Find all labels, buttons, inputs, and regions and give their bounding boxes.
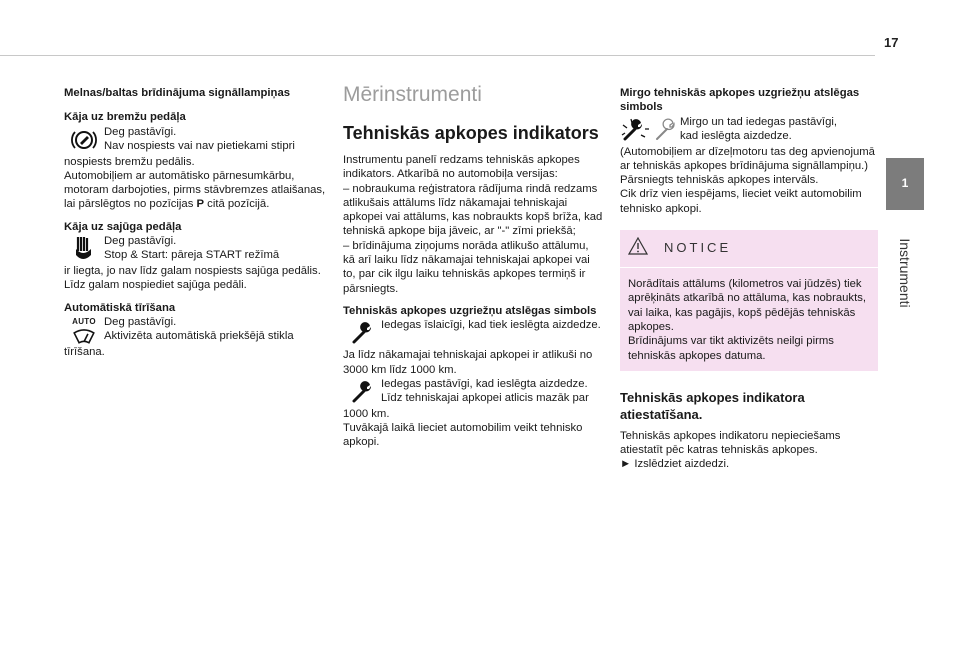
- flash-line1-start: Mirgo un tad iedegas pastāvīgi,: [680, 115, 837, 128]
- service-intro: Instrumentu panelī redzams tehniskās apkopes indikators. Atkarībā no automobiļa versijas:: [343, 154, 580, 181]
- reset-title: Tehniskās apkopes indikatora atiestatīšana.: [620, 389, 805, 422]
- chapter-tab[interactable]: [886, 158, 924, 210]
- warning-lamps-heading: Melnas/baltas brīdinājuma signāllampiņas: [64, 87, 291, 99]
- chapter-tab-number: 1: [901, 176, 909, 190]
- reset-line2: ► Izslēdziet aizdedzi.: [620, 458, 730, 471]
- notice-line1: Norādītais attālums (kilometros vai jūdzēs) tiek aprēķināts atkarībā no attāluma, kas nobraukts, vai laika, kas pagājis, kopš pēdējās tehniskās apkopes.: [628, 278, 866, 333]
- wipe-row: [64, 315, 326, 345]
- notice-box: [620, 230, 878, 371]
- clutch-row: [64, 234, 326, 264]
- clutch-pedal-icon: [64, 234, 104, 264]
- key-row-1: [343, 318, 603, 348]
- brake-line1: Deg pastāvīgi.: [104, 125, 177, 138]
- wrench-icon-steady: [343, 377, 381, 407]
- brake-line2-end: nospiests bremžu pedālis.: [64, 155, 195, 168]
- brake-line2-start: Nav nospiests vai nav pietiekami stipri: [104, 139, 295, 152]
- service-bullet-2: – brīdinājuma ziņojums norāda atlikušo attālumu, kā arī laiku līdz nākamajai tehniskajai apkopei vai to, par cik ilgu laiku tehniskās apkopes termiņš ir pārsniegts.: [343, 239, 590, 295]
- flash-title: Mirgo tehniskās apkopes uzgriežņu atslēgas simbols: [620, 87, 860, 114]
- clutch-title: Kāja uz sajūga pedāļa: [64, 220, 182, 233]
- clutch-line1: Deg pastāvīgi.: [104, 235, 177, 248]
- key-line-2: Ja līdz nākamajai tehniskajai apkopei ir atlikuši no 3000 km līdz 1000 km.: [343, 349, 593, 376]
- wipe-line2-end: tīrīšana.: [64, 345, 105, 358]
- page-number: 17: [884, 35, 899, 50]
- wipe-line1: Deg pastāvīgi.: [104, 315, 177, 328]
- clutch-line3: Līdz galam nospiediet sajūga pedāli.: [64, 279, 247, 292]
- auto-wiper-icon: [64, 315, 104, 345]
- clutch-line2-start: Stop & Start: pāreja START režīmā: [104, 249, 280, 262]
- service-indicator-title: Tehniskās apkopes indikators: [343, 123, 599, 143]
- notice-title: NOTICE: [664, 240, 732, 256]
- key-line-5: Tuvākajā laikā lieciet automobilim veikt tehnisko apkopi.: [343, 422, 583, 449]
- wipe-line2-start: Aktivizēta automātiskā priekšējā stikla: [104, 330, 294, 343]
- flashing-wrench-icon: [620, 115, 680, 145]
- column-service-flash: [620, 86, 878, 472]
- top-rule: [0, 55, 875, 56]
- key-line-4-end: 1000 km.: [343, 407, 390, 420]
- warning-triangle-icon: [628, 237, 648, 259]
- key-line-1: Iedegas īslaicīgi, kad tiek ieslēgta aizdedze.: [381, 319, 601, 332]
- wipe-title: Automātiskā tīrīšana: [64, 301, 176, 314]
- brake-row: [64, 125, 326, 155]
- key-row-2: [343, 377, 603, 407]
- key-line-4-start: Līdz tehniskajai apkopei atlicis mazāk par: [381, 392, 589, 405]
- notice-header: [620, 230, 878, 268]
- flash-line3: Pārsniegts tehniskās apkopes intervāls.: [620, 174, 819, 187]
- flash-line2: (Automobiļiem ar dīzeļmotoru tas deg apvienojumā ar tehniskās apkopes brīdinājuma signāllampiņu.): [620, 145, 875, 172]
- auto-label: AUTO: [72, 316, 96, 326]
- service-bullet-1: – nobraukuma reģistratora rādījuma rindā redzams atlikušais attālums līdz nākamajai tehniskajai apkopei vai attālums, kas nobraukts kopš brīža, kad tehniskā apkope bija jāveic, ar "-" zīmi priekšā;: [343, 182, 603, 238]
- brake-title: Kāja uz bremžu pedāļa: [64, 111, 186, 124]
- column-instruments: [343, 82, 603, 450]
- notice-body: [620, 268, 878, 371]
- clutch-line2-end: ir liegta, jo nav līdz galam nospiests sajūga pedālis.: [64, 265, 321, 278]
- chapter-label: Instrumenti: [897, 238, 913, 308]
- key-symbol-title: Tehniskās apkopes uzgriežņu atslēgas simbols: [343, 304, 597, 317]
- column-warning-lamps: [64, 86, 326, 359]
- flash-line4: Cik drīz vien iespējams, lieciet veikt automobilim tehnisko apkopi.: [620, 188, 862, 215]
- flash-row: [620, 115, 878, 145]
- wrench-icon: [343, 318, 381, 348]
- notice-line2: Brīdinājums var tikt aktivizēts neilgi pirms tehniskās apkopes datuma.: [628, 335, 834, 362]
- brake-pedal-icon: [64, 125, 104, 155]
- section-title: Mērinstrumenti: [343, 83, 482, 106]
- reset-line1: Tehniskās apkopes indikatoru nepieciešams atiestatīt pēc katras tehniskās apkopes.: [620, 429, 841, 457]
- key-line-3: Iedegas pastāvīgi, kad ieslēgta aizdedze.: [381, 377, 588, 390]
- brake-line3: Automobiļiem ar automātisko pārnesumkārbu, motoram darbojoties, pirms stāvbremzes atlaišanas, lai pārslēgtos no pozīcijas P citā pozīcijā.: [64, 169, 326, 211]
- flash-line1-end: kad ieslēgta aizdedze.: [680, 129, 792, 142]
